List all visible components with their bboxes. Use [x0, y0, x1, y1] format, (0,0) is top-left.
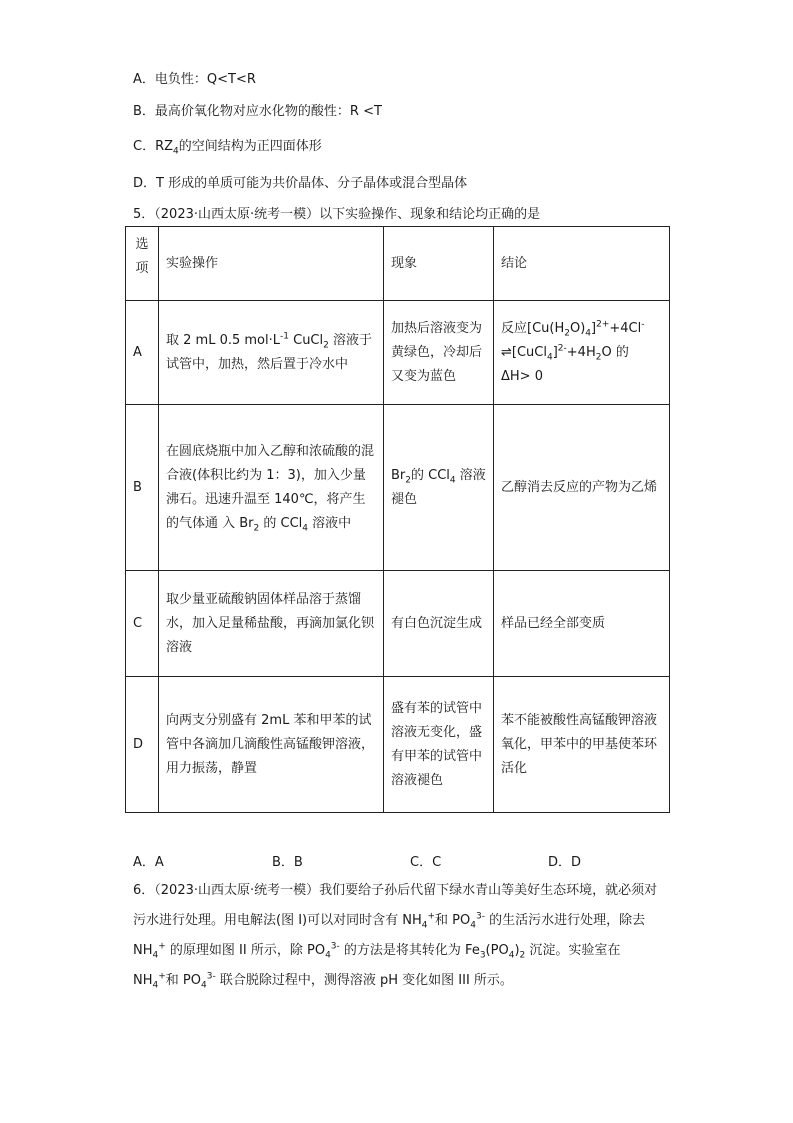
choice-d[interactable]: D．D [548, 855, 582, 870]
row-a-con-sub3: 4 [546, 352, 553, 363]
header-operation: 实验操作 [159, 227, 384, 301]
q6-po-sub-1: 4 [470, 920, 476, 931]
row-b-ph-1: Br [391, 467, 406, 483]
q6-fe-sub-3: 2 [519, 950, 526, 961]
row-a-option: A [126, 301, 159, 405]
row-b-op-2: 的 CCl [259, 515, 303, 531]
table-header-row [126, 227, 670, 301]
row-a-con-4: ⇌[CuCl [501, 344, 547, 360]
q6-nh-sub-2: 4 [152, 950, 159, 961]
row-c-option: C [126, 571, 159, 677]
header-option-line1: 选 [135, 237, 149, 252]
row-c-operation: 取少量亚硫酸钠固体样品溶于蒸馏水，加入足量稀盐酸，再滴加氯化钡溶液 [159, 571, 384, 677]
row-a-con-2: O) [569, 320, 586, 336]
option-c-suffix: 的空间结构为正四面体形 [178, 139, 322, 154]
table-row [126, 301, 670, 405]
q6-text-4: 的原理如图 II 所示，除 PO [165, 943, 326, 958]
row-b-op-1: 在圆底烧瓶中加入乙醇和浓硫酸的混合液(体积比约为 1：3)，加入少量沸石。迅速升温至 140℃，将产生的气体通 入 Br [166, 443, 375, 531]
header-conclusion: 结论 [494, 227, 670, 301]
q6-po-sup-1: 3- [475, 911, 485, 922]
table-row [126, 571, 670, 677]
q6-po-sub-2: 4 [325, 950, 331, 961]
row-b-ph-2: 的 CCl [411, 467, 450, 483]
experiment-table [125, 226, 670, 813]
row-b-ph-sub1: 2 [405, 475, 411, 486]
row-a-op-text3: 溶液于试管中，加热，然后置于冷水中 [166, 332, 372, 372]
header-option-line2: 项 [135, 261, 149, 276]
row-a-con-sub2: 4 [585, 328, 592, 339]
row-a-op-sup: -1 [280, 331, 289, 342]
q6-text-10: 联合脱除过程中，测得溶液 pH 变化如图 III 所示。 [215, 973, 513, 988]
row-a-con-sup3: 2- [557, 343, 567, 354]
row-b-operation [159, 405, 384, 571]
q6-text-5: 的方法是将其转化为 Fe [339, 943, 480, 958]
row-b-phenomenon [384, 405, 494, 571]
row-b-op-3: 溶液中 [308, 515, 352, 531]
q6-text-9: 和 PO [165, 973, 201, 988]
row-a-con-4b: ] [552, 344, 558, 360]
row-b-ph-3: 溶液褪色 [391, 467, 486, 507]
q6-po-sub-3: 4 [201, 980, 207, 991]
row-a-con-3: +4Cl [609, 320, 642, 336]
row-a-con-5: +4H [566, 344, 596, 360]
choice-a[interactable]: A．A [133, 855, 164, 870]
option-c-prefix: C．RZ [133, 139, 174, 154]
option-b-prev: B．最高价氧化物对应水化物的酸性：R <T [133, 104, 382, 119]
row-a-phenomenon: 加热后溶液变为黄绿色，冷却后又变为蓝色 [384, 301, 494, 405]
row-a-op-sub: 2 [323, 340, 329, 351]
row-a-con-sub4: 2 [595, 352, 602, 363]
row-a-op-text2: CuCl [288, 332, 324, 348]
choice-c[interactable]: C．C [410, 855, 442, 870]
q6-text-6: (PO [485, 943, 509, 958]
q6-nh-sup-3: + [158, 971, 166, 982]
q6-text-7: ) [514, 943, 520, 958]
row-a-con-sup2: - [641, 319, 645, 330]
q6-text-8: 沉淀。实验室在 NH [133, 943, 621, 988]
option-c-prev [133, 135, 322, 157]
option-c-sub: 4 [173, 146, 179, 157]
option-d-prev: D．T 形成的单质可能为共价晶体、分子晶体或混合型晶体 [133, 176, 468, 191]
row-b-ph-sub2: 4 [449, 475, 456, 486]
q6-fe-sub-1: 3 [479, 950, 486, 961]
row-a-con-1: 反应[Cu(H [501, 320, 565, 336]
row-d-operation: 向两支分别盛有 2mL 苯和甲苯的试 管中各滴加几滴酸性高锰酸钾溶液，用力振荡，静置 [159, 677, 384, 813]
row-b-conclusion: 乙醇消去反应的产物为乙烯 [494, 405, 670, 571]
q6-nh-sup-1: + [427, 911, 436, 922]
row-b-op-sub1: 2 [253, 523, 260, 534]
row-a-con-2b: ] [591, 320, 597, 336]
q6-po-sup-3: 3- [206, 971, 216, 982]
question-6-stem [133, 876, 663, 996]
choice-b[interactable]: B．B [272, 855, 303, 870]
row-d-phenomenon: 盛有苯的试管中溶液无变化，盛有甲苯的试管中溶液褪色 [384, 677, 494, 813]
row-a-con-sub1: 2 [564, 328, 570, 339]
row-c-conclusion: 样品已经全部变质 [494, 571, 670, 677]
row-d-conclusion: 苯不能被酸性高锰酸钾溶液氧化，甲苯中的甲基使苯环活化 [494, 677, 670, 813]
table-row [126, 677, 670, 813]
row-a-op-text1: 取 2 mL 0.5 mol·L [166, 332, 280, 348]
row-a-con-6: O 的 ΔH> 0 [501, 344, 629, 384]
q6-text-2: 和 PO [435, 913, 471, 928]
row-d-option: D [126, 677, 159, 813]
row-b-option: B [126, 405, 159, 571]
q6-po-sup-2: 3- [330, 941, 340, 952]
row-a-operation [159, 301, 384, 405]
option-a-prev: A．电负性：Q<T<R [133, 72, 256, 87]
row-c-phenomenon: 有白色沉淀生成 [384, 571, 494, 677]
q6-text-1: 6．（2023·山西太原·统考一模）我们要给子孙后代留下绿水青山等美好生态环境，就必须对污水进行处理。用电解法(图 I)可以对同时含有 NH [133, 883, 658, 928]
q6-fe-sub-2: 4 [508, 950, 515, 961]
question-5-stem: 5．（2023·山西太原·统考一模）以下实验操作、现象和结论均正确的是 [133, 207, 541, 222]
table-row [126, 405, 670, 571]
q6-text-3: 的生活污水进行处理，除去 NH [133, 913, 646, 958]
q6-nh-sub-1: 4 [421, 920, 428, 931]
q6-nh-sub-3: 4 [152, 980, 159, 991]
q6-nh-sup-2: + [158, 941, 166, 952]
question-5-choices [133, 851, 693, 869]
row-a-conclusion [494, 301, 670, 405]
header-option [126, 227, 159, 301]
row-b-op-sub2: 4 [302, 523, 309, 534]
header-phenomenon: 现象 [384, 227, 494, 301]
row-a-con-sup1: 2+ [596, 319, 610, 330]
